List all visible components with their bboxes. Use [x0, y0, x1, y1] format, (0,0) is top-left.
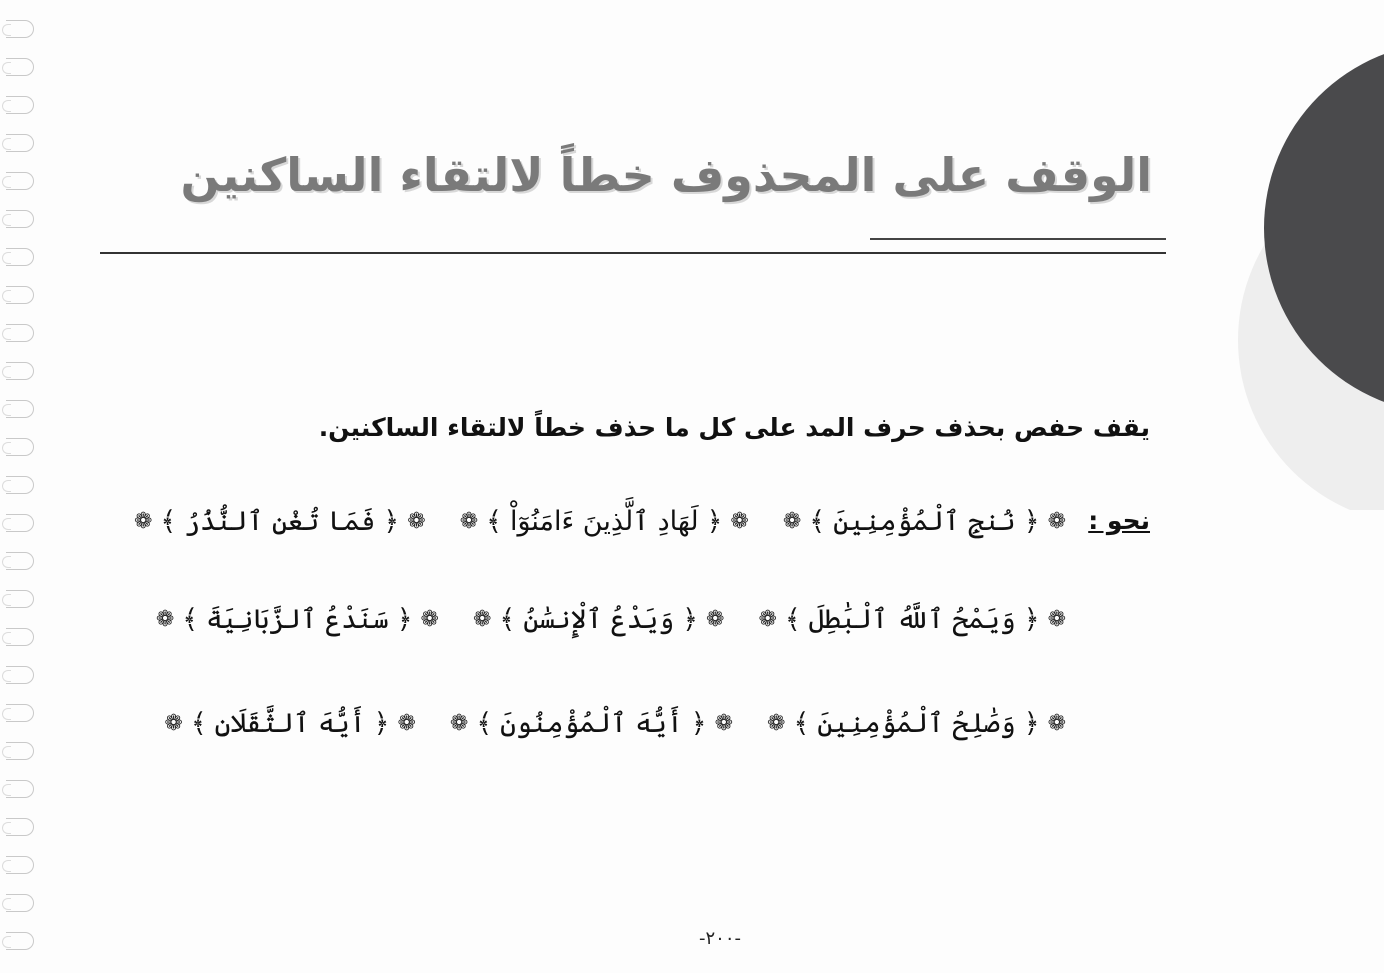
binding-ring — [6, 514, 34, 532]
verse-text: سَنَدْعُ ٱلزَّبَانِيَةَ — [206, 604, 389, 635]
verse-ornament-icon: ❁ — [767, 711, 786, 736]
verse-bracket-close: ﴾ — [499, 604, 516, 635]
examples-label: نحو : — [1088, 506, 1150, 535]
verse-text: أَيُّهَ ٱلثَّقَلَانِ — [214, 708, 366, 739]
verse-item — [758, 604, 1066, 635]
binding-ring — [6, 134, 34, 152]
spiral-binding — [0, 0, 52, 973]
verse-bracket-open: ﴿ — [1023, 708, 1040, 739]
verse-text: وَيَدْعُ ٱلْإِنسَٰنُ — [523, 604, 675, 635]
verse-item — [460, 506, 749, 537]
verse-bracket-close: ﴾ — [793, 708, 810, 739]
intro-paragraph: يقف حفص بحذف حرف المد على كل ما حذف خطاً لالتقاء الساكنين. — [318, 413, 1150, 442]
verse-ornament-icon: ❁ — [155, 607, 175, 632]
verse-bracket-close: ﴾ — [809, 506, 826, 537]
verse-ornament-icon: ❁ — [1047, 711, 1066, 736]
verse-bracket-close: ﴾ — [784, 604, 801, 635]
binding-ring — [6, 666, 34, 684]
verse-item — [450, 708, 733, 739]
verse-bracket-close: ﴾ — [190, 708, 207, 739]
verse-bracket-close: ﴾ — [182, 604, 199, 635]
verse-row — [134, 506, 1066, 537]
verse-ornament-icon: ❁ — [758, 607, 777, 632]
verse-ornament-icon: ❁ — [449, 711, 469, 736]
verse-ornament-icon: ❁ — [1047, 509, 1066, 534]
verse-text: لَهَادِ ٱلَّذِينَ ءَامَنُوٓاْ — [509, 506, 699, 537]
binding-ring — [6, 286, 34, 304]
binding-ring — [6, 932, 34, 950]
verse-text: فَمَا تُغْنِ ٱلنُّذُرُ — [184, 506, 376, 537]
binding-ring — [6, 172, 34, 190]
binding-ring — [6, 780, 34, 798]
page-number: -٢٠٠- — [698, 928, 741, 949]
verse-ornament-icon: ❁ — [706, 607, 725, 632]
binding-ring — [6, 590, 34, 608]
verse-bracket-close: ﴾ — [160, 506, 177, 537]
verse-item — [473, 604, 725, 635]
title-underline-long — [100, 252, 1166, 254]
verse-ornament-icon: ❁ — [1047, 607, 1066, 632]
verse-bracket-open: ﴿ — [396, 604, 413, 635]
binding-ring — [6, 20, 34, 38]
verse-bracket-open: ﴿ — [690, 708, 707, 739]
verse-item — [783, 506, 1066, 537]
binding-ring — [6, 210, 34, 228]
binding-ring — [6, 628, 34, 646]
verse-bracket-open: ﴿ — [706, 506, 723, 537]
verse-item — [156, 604, 439, 635]
verse-bracket-open: ﴿ — [1023, 506, 1040, 537]
binding-ring — [6, 58, 34, 76]
binding-ring — [6, 818, 34, 836]
verse-ornament-icon: ❁ — [472, 607, 492, 632]
verse-bracket-open: ﴿ — [1023, 604, 1040, 635]
verse-text: نُنجِ ٱلْمُؤْمِنِينَ — [833, 506, 1016, 537]
verse-row — [164, 708, 1066, 739]
verse-ornament-icon: ❁ — [730, 509, 749, 534]
binding-ring — [6, 248, 34, 266]
binding-ring — [6, 362, 34, 380]
verse-ornament-icon: ❁ — [782, 509, 802, 534]
binding-ring — [6, 96, 34, 114]
verse-text: وَصَٰلِحُ ٱلْمُؤْمِنِينَ — [817, 708, 1016, 739]
verse-ornament-icon: ❁ — [459, 509, 479, 534]
verse-bracket-open: ﴿ — [373, 708, 390, 739]
corner-decoration — [1238, 50, 1384, 510]
verse-bracket-open: ﴿ — [383, 506, 400, 537]
verse-bracket-close: ﴾ — [486, 506, 502, 537]
binding-ring — [6, 438, 34, 456]
verse-ornament-icon: ❁ — [397, 711, 416, 736]
verse-ornament-icon: ❁ — [164, 711, 183, 736]
verse-ornament-icon: ❁ — [133, 509, 153, 534]
page-title: الوقف على المحذوف خطاً لالتقاء الساكنين — [180, 148, 1152, 202]
verse-item — [164, 708, 416, 739]
binding-ring — [6, 856, 34, 874]
binding-ring — [6, 894, 34, 912]
verse-bracket-open: ﴿ — [682, 604, 699, 635]
title-underline-short — [870, 238, 1166, 240]
binding-ring — [6, 400, 34, 418]
verse-item — [134, 506, 426, 537]
verse-text: وَيَمْحُ ٱللَّهُ ٱلْبَٰطِلَ — [808, 604, 1016, 635]
binding-ring — [6, 742, 34, 760]
verse-text: أَيُّهَ ٱلْمُؤْمِنُونَ — [500, 708, 683, 739]
binding-ring — [6, 704, 34, 722]
verse-ornament-icon: ❁ — [407, 509, 426, 534]
binding-ring — [6, 476, 34, 494]
verse-bracket-close: ﴾ — [476, 708, 493, 739]
binding-ring — [6, 324, 34, 342]
verse-row — [156, 604, 1066, 635]
verse-ornament-icon: ❁ — [714, 711, 734, 736]
verse-item — [767, 708, 1066, 739]
binding-ring — [6, 552, 34, 570]
verse-ornament-icon: ❁ — [420, 607, 439, 632]
